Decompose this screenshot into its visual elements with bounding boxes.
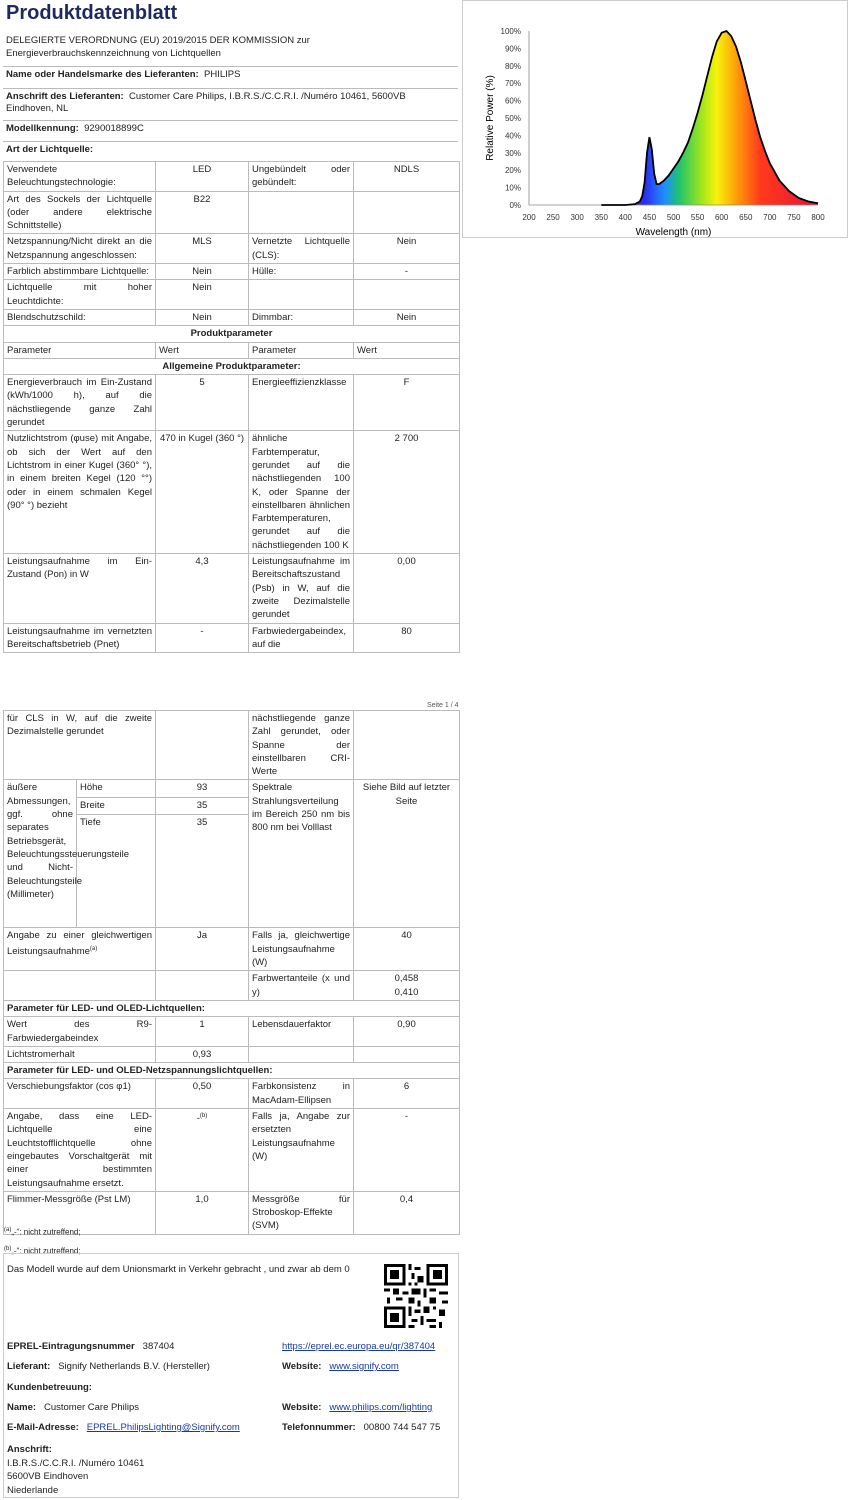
qr-code-icon[interactable] <box>384 1264 448 1328</box>
param-label: Dimmbar: <box>249 309 354 325</box>
signify-website-link[interactable]: www.signify.com <box>329 1361 399 1372</box>
x-tick-label: 750 <box>787 213 801 222</box>
param-label <box>249 191 354 234</box>
dimension-value: 35 <box>156 797 249 815</box>
r9-label: Wert des R9-Farbwiedergabeindex <box>4 1017 156 1047</box>
param-label: Farbwiedergabeindex, auf die <box>249 623 354 653</box>
param-value: Nein <box>354 309 460 325</box>
spectral-distribution-label: Spektrale Strahlungsverteilung im Bereich 250 nm bis 800 nm bei Volllast <box>249 780 354 928</box>
param-value: 5 <box>156 375 249 431</box>
chromaticity-value: 0,458 0,410 <box>354 971 460 1001</box>
param-label: Lichtquelle mit hoher Leuchtdichte: <box>4 280 156 310</box>
eprel-line <box>7 1341 174 1352</box>
param-value: - <box>354 264 460 280</box>
table-row <box>4 309 460 325</box>
supplier-line <box>7 1361 210 1372</box>
lumen-maintenance-value: 0,93 <box>156 1046 249 1062</box>
stroboscopic-value: 0,4 <box>354 1191 460 1234</box>
dimension-name: Tiefe <box>77 815 156 928</box>
col-header-value: Wert <box>354 342 460 358</box>
address-line: 5600VB Eindhoven <box>7 1471 89 1482</box>
spectral-distribution-value: Siehe Bild auf letzter Seite <box>354 780 460 928</box>
x-tick-label: 500 <box>666 213 681 222</box>
displacement-factor-value: 0,50 <box>156 1079 249 1109</box>
param-label-continued: für CLS in W, auf die zweite Dezimalstelle gerundet <box>4 711 156 780</box>
footnote-a: $^{(a)}$„-“: nicht zutreffend; <box>4 1227 81 1237</box>
col-header-value: Wert <box>156 342 249 358</box>
colour-consistency-value: 6 <box>354 1079 460 1109</box>
supplier-name-label: Name oder Handelsmarke des Lieferanten: <box>6 69 199 80</box>
eprel-label: EPREL-Eintragungsnummer <box>7 1341 135 1352</box>
eprel-number: 387404 <box>142 1341 175 1352</box>
website-line-1 <box>282 1361 399 1372</box>
param-value: B22 <box>156 191 249 234</box>
light-source-type-label: Art der Lichtquelle: <box>6 144 94 155</box>
param-value: 4,3 <box>156 554 249 623</box>
supplier-label: Lieferant: <box>7 1361 51 1372</box>
param-label: ähnliche Farbtemperatur, gerundet auf die nächstliegenden 100 K, oder Spanne der einstellbaren ähnlichen Farbtemperaturen, gerundet auf die nächstliegenden 100 K <box>249 431 354 554</box>
displacement-factor-label: Verschiebungsfaktor (cos φ1) <box>4 1079 156 1109</box>
param-label: Leistungsaufnahme im Bereitschaftszustand (Psb) in W, auf die zweite Dezimalstelle gerundet <box>249 554 354 623</box>
param-value: 470 in Kugel (360 °) <box>156 431 249 554</box>
x-tick-label: 550 <box>690 213 705 222</box>
table-row <box>4 431 460 554</box>
lumen-maintenance-label: Lichtstromerhalt <box>4 1046 156 1062</box>
light-source-type-field <box>3 141 458 162</box>
table-row <box>4 928 460 971</box>
led-parameters-heading: Parameter für LED- und OLED-Lichtquellen: <box>4 1000 460 1016</box>
flicker-value: 1,0 <box>156 1191 249 1234</box>
param-label: Energieeffizienzklasse <box>249 375 354 431</box>
phone-line <box>282 1422 440 1433</box>
supplier-contact-section <box>3 1253 459 1498</box>
model-field <box>3 120 458 141</box>
y-tick-label: 80% <box>504 61 521 71</box>
param-label: Blendschutzschild: <box>4 309 156 325</box>
x-tick-label: 700 <box>763 213 777 222</box>
equivalent-power-value: Ja <box>156 928 249 971</box>
regulation-subtitle: DELEGIERTE VERORDNUNG (EU) 2019/2015 DER KOMMISSION zur Energieverbrauchskennzeichnung von Lichtquellen <box>6 35 310 59</box>
equivalent-watt-value: 40 <box>354 928 460 971</box>
table-row <box>4 191 460 234</box>
dimension-name: Höhe <box>77 780 156 798</box>
dimension-value: 93 <box>156 780 249 798</box>
table-row <box>4 711 460 780</box>
param-label: Leistungsaufnahme im vernetzten Bereitschaftsbetrieb (Pnet) <box>4 623 156 653</box>
param-value: 2 700 <box>354 431 460 554</box>
param-label: Energieverbrauch im Ein-Zustand (kWh/1000 h), auf die nächstliegende ganze Zahl gerundet <box>4 375 156 431</box>
spectral-distribution-chart-frame <box>462 0 848 238</box>
philips-website-link[interactable]: www.philips.com/lighting <box>329 1402 433 1413</box>
param-label-continued: nächstliegende ganze Zahl gerundet, oder Spanne der einstellbaren CRI-Werte <box>249 711 354 780</box>
flicker-label: Flimmer-Messgröße (Pst LM) <box>4 1191 156 1234</box>
param-value: LED <box>156 162 249 192</box>
x-axis-label: Wavelength (nm) <box>635 227 712 238</box>
website-line-2 <box>282 1402 432 1413</box>
page-title: Produktdatenblatt <box>6 2 178 24</box>
email-link[interactable]: EPREL.PhilipsLighting@Signify.com <box>86 1422 240 1433</box>
x-tick-label: 250 <box>546 213 560 222</box>
care-name-label: Name: <box>7 1402 37 1413</box>
phone-label: Telefonnummer: <box>282 1422 356 1433</box>
param-value <box>354 280 460 310</box>
replaced-power-value: - <box>354 1109 460 1192</box>
replacement-claim-label: Angabe, dass eine LED-Lichtquelle eine Leuchtstofflichtquelle ohne eingebautes Vorschaltgerät mit einer bestimmten Leistungsaufnahme ersetzt. <box>4 1109 156 1192</box>
address-label: Anschrift: <box>7 1444 52 1455</box>
param-label: Vernetzte Lichtquelle (CLS): <box>249 234 354 264</box>
param-value: Nein <box>156 280 249 310</box>
replacement-claim-value: -$^{(b)}$ <box>156 1109 249 1192</box>
param-value: Nein <box>354 234 460 264</box>
param-label <box>249 280 354 310</box>
col-header-parameter: Parameter <box>249 342 354 358</box>
supplier-address-value: Customer Care Philips, I.B.R.S./C.C.R.I. /Numéro 10461, 5600VB Eindhoven, NL <box>6 91 406 114</box>
dimension-name: Breite <box>77 797 156 815</box>
y-axis-label: Relative Power (%) <box>485 75 496 161</box>
table-row <box>4 971 460 1001</box>
r9-value: 1 <box>156 1017 249 1047</box>
param-label: Art des Sockels der Lichtquelle (oder andere elektrische Schnittstelle) <box>4 191 156 234</box>
table-row <box>4 1046 460 1062</box>
address-line: Niederlande <box>7 1484 59 1496</box>
y-tick-label: 90% <box>504 44 521 54</box>
param-value: NDLS <box>354 162 460 192</box>
param-value: F <box>354 375 460 431</box>
general-parameters-heading: Allgemeine Produktparameter: <box>4 358 460 374</box>
replaced-power-label: Falls ja, Angabe zur ersetzten Leistungsaufnahme (W) <box>249 1109 354 1192</box>
table-row <box>4 234 460 264</box>
param-label: Nutzlichtstrom (φuse) mit Angabe, ob sich der Wert auf den Lichtstrom in einer Kugel (360° °), in einem breiten Kegel (120 °°) oder in einem schmalen Kegel (90° °) bezieht <box>4 431 156 554</box>
table-row <box>4 1109 460 1192</box>
param-value: 0,00 <box>354 554 460 623</box>
param-value: - <box>156 623 249 653</box>
table-row <box>4 162 460 192</box>
param-value: Nein <box>156 264 249 280</box>
param-label: Hülle: <box>249 264 354 280</box>
col-header-parameter: Parameter <box>4 342 156 358</box>
colour-consistency-label: Farbkonsistenz in MacAdam-Ellipsen <box>249 1079 354 1109</box>
table-row <box>4 780 460 798</box>
param-label: Leistungsaufnahme im Ein-Zustand (Pon) in W <box>4 554 156 623</box>
mains-parameters-heading: Parameter für LED- und OLED-Netzspannungslichtquellen: <box>4 1063 460 1079</box>
y-tick-label: 100% <box>500 27 521 36</box>
product-table-page2 <box>3 710 460 1235</box>
website-label: Website: <box>282 1361 322 1372</box>
x-tick-label: 200 <box>522 213 536 222</box>
address-line: I.B.R.S./C.C.R.I. /Numéro 10461 <box>7 1457 145 1469</box>
param-value: MLS <box>156 234 249 264</box>
stroboscopic-label: Messgröße für Stroboskop-Effekte (SVM) <box>249 1191 354 1234</box>
param-value <box>354 191 460 234</box>
dimension-value: 35 <box>156 815 249 928</box>
phone-value: 00800 744 547 75 <box>363 1422 441 1433</box>
equivalent-power-label: Angabe zu einer gleichwertigen Leistungsaufnahme$^{(a)}$ <box>4 928 156 971</box>
table-header-row <box>4 342 460 358</box>
y-tick-label: 10% <box>504 183 521 193</box>
param-label: Netzspannung/Nicht direkt an die Netzspannung angeschlossen: <box>4 234 156 264</box>
table-row <box>4 1017 460 1047</box>
page-number: Seite 1 / 4 <box>427 702 459 709</box>
table-row <box>4 264 460 280</box>
model-label: Modellkennung: <box>6 123 79 134</box>
product-parameters-heading: Produktparameter <box>4 326 460 342</box>
equivalent-watt-label: Falls ja, gleichwertige Leistungsaufnahme (W) <box>249 928 354 971</box>
param-label: Verwendete Beleuchtungstechnologie: <box>4 162 156 192</box>
chromaticity-label: Farbwertanteile (x und y) <box>249 971 354 1001</box>
table-row <box>4 554 460 623</box>
y-tick-label: 0% <box>509 201 521 210</box>
care-name-line <box>7 1402 139 1413</box>
supplier-address-label: Anschrift des Lieferanten: <box>6 91 124 102</box>
x-tick-label: 450 <box>642 213 657 222</box>
survival-factor-value: 0,90 <box>354 1017 460 1047</box>
param-value: Nein <box>156 309 249 325</box>
param-value: 80 <box>354 623 460 653</box>
email-line <box>7 1422 240 1433</box>
care-name-value: Customer Care Philips <box>43 1402 140 1413</box>
dimensions-label: äußere Abmessungen, ggf. ohne separates Betriebsgerät, Beleuchtungssteuerungsteile und Nicht-Beleuchtungsteile (Millimeter) <box>4 780 77 928</box>
param-label: Ungebündelt oder gebündelt: <box>249 162 354 192</box>
y-tick-label: 30% <box>504 148 521 158</box>
y-tick-label: 70% <box>504 79 521 89</box>
survival-factor-label: Lebensdauerfaktor <box>249 1017 354 1047</box>
table-row <box>4 623 460 653</box>
spectral-distribution-chart <box>463 1 849 239</box>
address-block <box>7 1443 144 1497</box>
supplier-name-field <box>3 66 458 88</box>
y-tick-label: 40% <box>504 131 521 141</box>
customer-care-heading: Kundenbetreuung: <box>7 1382 92 1393</box>
x-tick-label: 400 <box>618 213 633 222</box>
x-tick-label: 600 <box>714 213 729 222</box>
table-row <box>4 280 460 310</box>
eprel-link[interactable]: https://eprel.ec.europa.eu/qr/387404 <box>282 1341 436 1352</box>
market-date-text: Das Modell wurde auf dem Unionsmarkt in Verkehr gebracht , und zwar ab dem 0 <box>7 1264 350 1275</box>
table-row <box>4 1079 460 1109</box>
product-table-page1 <box>3 161 460 653</box>
param-label: Farblich abstimmbare Lichtquelle: <box>4 264 156 280</box>
y-tick-label: 60% <box>504 96 521 106</box>
x-tick-label: 350 <box>594 213 608 222</box>
footnote-b: $^{(b)}$„-“: nicht zutreffend; <box>4 1245 81 1256</box>
email-label: E-Mail-Adresse: <box>7 1422 79 1433</box>
x-tick-label: 650 <box>739 213 753 222</box>
supplier-value: Signify Netherlands B.V. (Hersteller) <box>58 1361 210 1372</box>
y-tick-label: 50% <box>504 114 521 123</box>
table-row <box>4 375 460 431</box>
y-tick-label: 20% <box>504 166 521 176</box>
x-tick-label: 800 <box>811 213 825 222</box>
supplier-name-value: PHILIPS <box>204 69 241 80</box>
x-tick-label: 300 <box>570 213 584 222</box>
model-value: 9290018899C <box>84 123 144 134</box>
website-label: Website: <box>282 1402 322 1413</box>
supplier-address-field <box>3 88 458 120</box>
